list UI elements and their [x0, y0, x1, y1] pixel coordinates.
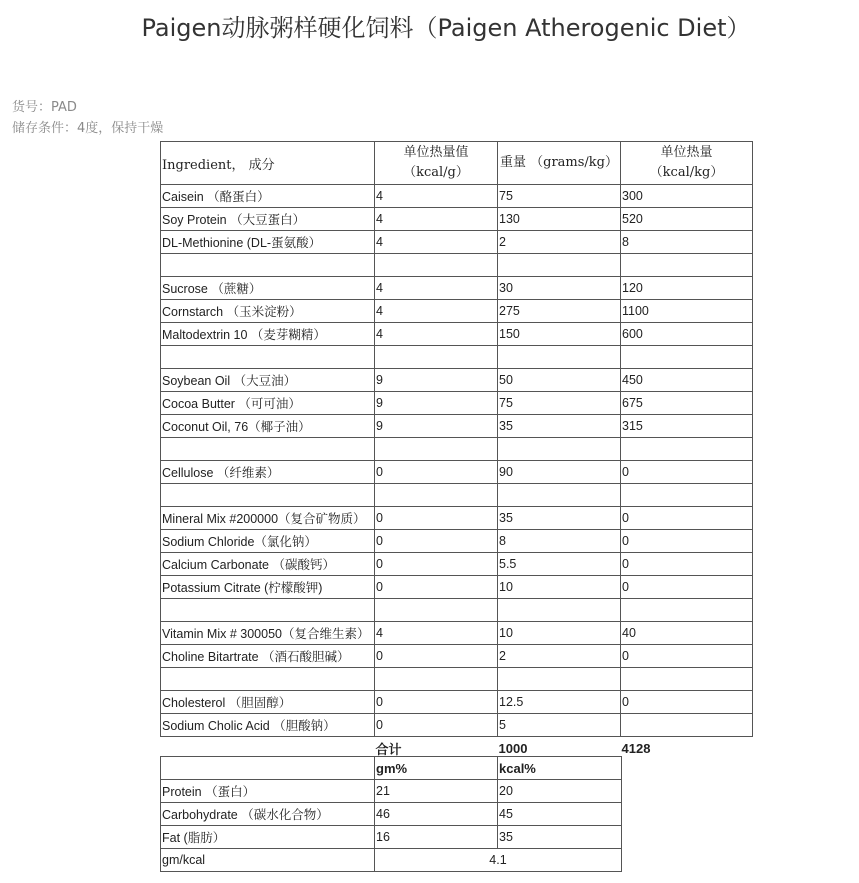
table-row-blank — [161, 254, 753, 277]
grams-cell: 75 — [498, 185, 621, 208]
header-energy-line2: （kcal/kg） — [649, 165, 724, 180]
summary-header-blank — [161, 757, 375, 780]
table-row — [161, 691, 753, 714]
kcal-per-g-cell: 4 — [375, 185, 498, 208]
grams-cell: 2 — [498, 645, 621, 668]
ingredient-cell: Potassium Citrate (柠檬酸钾) — [161, 576, 375, 599]
grams-cell — [498, 254, 621, 277]
kcal-per-g-cell: 0 — [375, 530, 498, 553]
grams-cell: 275 — [498, 300, 621, 323]
ingredient-table-header — [161, 142, 753, 185]
grams-cell — [498, 484, 621, 507]
header-unit-energy — [375, 142, 498, 185]
page-title: Paigen动脉粥样硬化饲料（Paigen Atherogenic Diet） — [141, 14, 751, 42]
kcal-per-g-cell: 0 — [375, 461, 498, 484]
kcal-per-kg-cell: 0 — [621, 645, 753, 668]
header-ingredient: Ingredient， 成分 — [161, 142, 375, 185]
storage-conditions: 储存条件：4度，保持干燥 — [12, 121, 164, 136]
ingredient-cell: Vitamin Mix # 300050（复合维生素） — [161, 622, 375, 645]
grams-cell: 10 — [498, 622, 621, 645]
grams-cell: 35 — [498, 415, 621, 438]
ingredient-cell — [161, 599, 375, 622]
ingredient-cell: Choline Bitartrate （酒石酸胆碱） — [161, 645, 375, 668]
gm-kcal-row — [161, 849, 622, 872]
kcal-per-g-cell: 0 — [375, 576, 498, 599]
grams-cell: 90 — [498, 461, 621, 484]
kcal-per-g-cell: 4 — [375, 622, 498, 645]
kcal-per-g-cell: 4 — [375, 231, 498, 254]
ingredient-cell — [161, 668, 375, 691]
nutrient-cell: Carbohydrate （碳水化合物） — [161, 803, 375, 826]
kcal-per-g-cell — [375, 484, 498, 507]
grams-cell — [498, 438, 621, 461]
kcal-per-kg-cell — [621, 668, 753, 691]
ingredient-cell — [161, 484, 375, 507]
kcal-per-g-cell — [375, 254, 498, 277]
table-row — [161, 231, 753, 254]
total-label: 合计 — [375, 741, 402, 757]
ingredient-cell: Cocoa Butter （可可油） — [161, 392, 375, 415]
ingredient-cell: Coconut Oil, 76（椰子油） — [161, 415, 375, 438]
kcal-per-g-cell: 9 — [375, 369, 498, 392]
table-row — [161, 461, 753, 484]
kcal-per-g-cell: 4 — [375, 277, 498, 300]
ingredient-cell: Soy Protein （大豆蛋白） — [161, 208, 375, 231]
summary-header-gm-pct: gm% — [375, 757, 498, 780]
total-kcal: 4128 — [621, 740, 651, 756]
gm-kcal-value: 4.1 — [375, 849, 622, 872]
nutrient-cell: Protein （蛋白） — [161, 780, 375, 803]
grams-cell: 5 — [498, 714, 621, 737]
header-weight: 重量 （grams/kg） — [498, 142, 621, 185]
kcal-per-kg-cell: 520 — [621, 208, 753, 231]
kcal-per-g-cell: 9 — [375, 415, 498, 438]
kcal-per-g-cell: 0 — [375, 553, 498, 576]
kcal-per-g-cell — [375, 668, 498, 691]
grams-cell: 75 — [498, 392, 621, 415]
kcal-per-g-cell: 0 — [375, 507, 498, 530]
kcal-per-g-cell: 0 — [375, 714, 498, 737]
kcal-per-kg-cell — [621, 254, 753, 277]
table-row — [161, 530, 753, 553]
kcal-per-kg-cell: 600 — [621, 323, 753, 346]
table-row-blank — [161, 484, 753, 507]
ingredient-cell: Sodium Chloride（氯化钠） — [161, 530, 375, 553]
summary-row — [161, 826, 622, 849]
table-row — [161, 622, 753, 645]
kcal-per-kg-cell: 0 — [621, 507, 753, 530]
grams-cell: 130 — [498, 208, 621, 231]
nutrient-cell: Fat (脂肪） — [161, 826, 375, 849]
kcal-per-kg-cell: 8 — [621, 231, 753, 254]
kcal-per-kg-cell: 1100 — [621, 300, 753, 323]
ingredient-cell: Calcium Carbonate （碳酸钙） — [161, 553, 375, 576]
grams-cell: 50 — [498, 369, 621, 392]
grams-cell: 2 — [498, 231, 621, 254]
kcal-per-kg-cell — [621, 599, 753, 622]
kcal-per-g-cell: 0 — [375, 645, 498, 668]
kcal-per-g-cell — [375, 599, 498, 622]
kcal-per-kg-cell: 450 — [621, 369, 753, 392]
table-row — [161, 208, 753, 231]
total-grams: 1000 — [498, 740, 528, 756]
ingredient-cell: Maltodextrin 10 （麦芽糊精） — [161, 323, 375, 346]
kcal-per-kg-cell — [621, 714, 753, 737]
kcal-per-kg-cell: 675 — [621, 392, 753, 415]
table-row — [161, 645, 753, 668]
ingredient-table — [160, 141, 753, 759]
kcal-per-kg-cell: 120 — [621, 277, 753, 300]
table-row-blank — [161, 438, 753, 461]
table-row — [161, 553, 753, 576]
kcal-per-kg-cell: 0 — [621, 576, 753, 599]
ingredient-cell — [161, 438, 375, 461]
table-row — [161, 392, 753, 415]
ingredient-cell: Cellulose （纤维素） — [161, 461, 375, 484]
header-energy — [621, 142, 753, 185]
gm-pct-cell: 16 — [375, 826, 498, 849]
kcal-per-kg-cell: 0 — [621, 691, 753, 714]
ingredient-cell: Cholesterol （胆固醇） — [161, 691, 375, 714]
ingredient-cell: Caisein （酪蛋白） — [161, 185, 375, 208]
ingredient-cell — [161, 346, 375, 369]
kcal-per-kg-cell: 300 — [621, 185, 753, 208]
kcal-per-g-cell — [375, 438, 498, 461]
summary-header-row — [161, 757, 622, 780]
grams-cell: 12.5 — [498, 691, 621, 714]
table-row-blank — [161, 599, 753, 622]
kcal-per-kg-cell: 0 — [621, 553, 753, 576]
kcal-per-g-cell: 4 — [375, 300, 498, 323]
kcal-per-kg-cell: 315 — [621, 415, 753, 438]
kcal-per-kg-cell — [621, 484, 753, 507]
summary-row — [161, 803, 622, 826]
kcal-per-kg-cell: 40 — [621, 622, 753, 645]
kcal-per-kg-cell — [621, 438, 753, 461]
grams-cell: 35 — [498, 507, 621, 530]
header-energy-line1: 单位热量 — [660, 145, 713, 160]
kcal-per-g-cell: 0 — [375, 691, 498, 714]
kcal-per-kg-cell: 0 — [621, 461, 753, 484]
grams-cell: 8 — [498, 530, 621, 553]
table-row-blank — [161, 346, 753, 369]
ingredient-cell: Cornstarch （玉米淀粉） — [161, 300, 375, 323]
kcal-pct-cell: 35 — [498, 826, 622, 849]
grams-cell: 10 — [498, 576, 621, 599]
kcal-per-g-cell — [375, 346, 498, 369]
product-code: 货号：PAD — [12, 100, 77, 115]
gm-pct-cell: 21 — [375, 780, 498, 803]
gm-kcal-label: gm/kcal — [161, 849, 375, 872]
kcal-per-kg-cell — [621, 346, 753, 369]
macronutrient-summary-table — [160, 756, 622, 872]
grams-cell: 5.5 — [498, 553, 621, 576]
table-row — [161, 277, 753, 300]
grams-cell — [498, 346, 621, 369]
table-row — [161, 507, 753, 530]
kcal-per-g-cell: 4 — [375, 323, 498, 346]
summary-header-kcal-pct: kcal% — [498, 757, 622, 780]
grams-cell — [498, 599, 621, 622]
table-row — [161, 300, 753, 323]
table-row-blank — [161, 668, 753, 691]
table-row — [161, 369, 753, 392]
ingredient-cell: Mineral Mix #200000（复合矿物质） — [161, 507, 375, 530]
table-row — [161, 714, 753, 737]
ingredient-cell: Sodium Cholic Acid （胆酸钠） — [161, 714, 375, 737]
table-row — [161, 415, 753, 438]
kcal-pct-cell: 45 — [498, 803, 622, 826]
table-row — [161, 323, 753, 346]
grams-cell — [498, 668, 621, 691]
ingredient-cell: Soybean Oil （大豆油） — [161, 369, 375, 392]
kcal-pct-cell: 20 — [498, 780, 622, 803]
gm-pct-cell: 46 — [375, 803, 498, 826]
grams-cell: 30 — [498, 277, 621, 300]
summary-row — [161, 780, 622, 803]
grams-cell: 150 — [498, 323, 621, 346]
ingredient-cell — [161, 254, 375, 277]
table-row — [161, 185, 753, 208]
header-unit-energy-line2: （kcal/g） — [403, 165, 469, 180]
kcal-per-kg-cell: 0 — [621, 530, 753, 553]
kcal-per-g-cell: 9 — [375, 392, 498, 415]
kcal-per-g-cell: 4 — [375, 208, 498, 231]
header-unit-energy-line1: 单位热量值 — [403, 145, 469, 160]
ingredient-cell: DL-Methionine (DL-蛋氨酸） — [161, 231, 375, 254]
ingredient-cell: Sucrose （蔗糖） — [161, 277, 375, 300]
table-row — [161, 576, 753, 599]
